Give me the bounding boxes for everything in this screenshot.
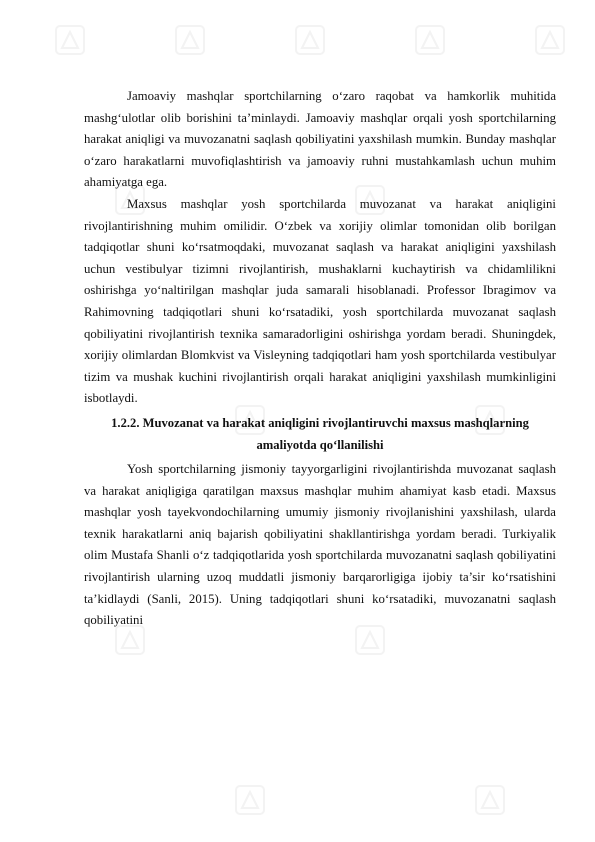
paragraph-yosh-sportchilar: Yosh sportchilarning jismoniy tayyorgarligini rivojlantirishda muvozanat saqlash va harakat aniqligiga qaratilgan maxsus mashqlar muhim ahamiyat kasb etadi. Maxsus mashqlar yosh tayekvondochilarning umumiy jismoniy rivojlanishini yaxshilash, ularda texnik harakatlarni aniq bajarish qobiliyatini shakllantirishga yordam beradi. Turkiyalik olim Mustafa Shanli o‘z tadqiqotlarida yosh sportchilarda muvozanatni saqlash qobiliyatini rivojlantirish ularning uzoq muddatli jismoniy barqarorligiga ijobiy ta’sir ko‘rsatishini ta’kidlaydi (Sanli, 2015). Uning tadqiqotlari shuni ko‘rsatadiki, muvozanatni saqlash qobiliyatini	[84, 462, 556, 628]
paragraph-jamoaviy-mashqlar: Jamoaviy mashqlar sportchilarning o‘zaro raqobat va hamkorlik muhitida mashg‘ulotlar olib borishini ta’minlaydi. Jamoaviy mashqlar orqali yosh sportchilarning harakat aniqligi va muvozanatni saqlash qobiliyatini yaxshilash mumkin. Bunday mashqlar o‘zaro harakatlarni muvofiqlashtirish va jamoaviy ruhni mustahkamlash uchun muhim ahamiyatga ega.	[84, 89, 556, 190]
paragraph-maxsus-mashqlar: Maxsus mashqlar yosh sportchilarda muvozanat va harakat aniqligini rivojlantirishning muhim omilidir. O‘zbek va xorijiy olimlar tomonidan olib borilgan tadqiqotlar shuni ko‘rsatmoqdaki, muvozanat saqlash va harakat aniqligini yaxshilash uchun vestibulyar tizimni rivojlantirish, mushaklarni kuchaytirish va chidamlilikni oshirishga yo‘naltirilgan mashqlar juda samarali hisoblanadi. Professor Ibragimov va Rahimovning tadqiqotlari shuni ko‘rsatadiki, yosh sportchilarda muvozanat saqlash qobiliyatini rivojlantirish texnika samaradorligini oshirishga yordam beradi. Shuningdek, xorijiy olimlardan Blomkvist va Visleyning tadqiqotlari ham yosh sportchilarda vestibulyar tizim va mushak kuchini rivojlantirish orqali harakat aniqligini yaxshilash mumkinligini isbotlaydi.	[84, 196, 556, 406]
document-page	[84, 86, 556, 632]
section-heading: 1.2.2. Muvozanat va harakat aniqligini rivojlantiruvchi maxsus mashqlarning amaliyotda qo‘llanilishi	[111, 415, 529, 452]
